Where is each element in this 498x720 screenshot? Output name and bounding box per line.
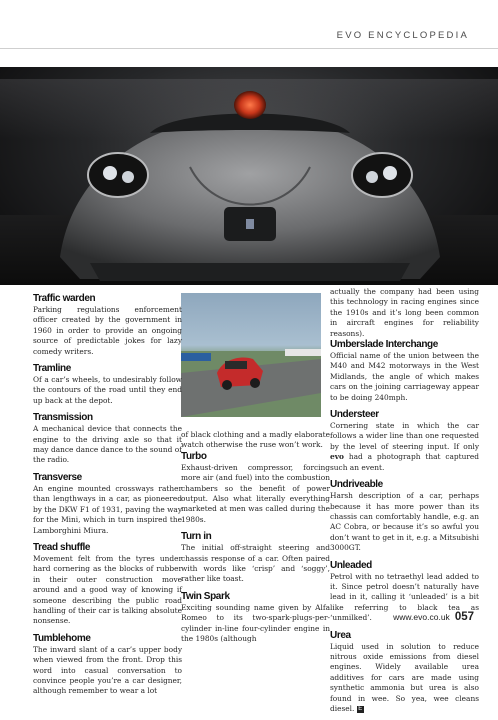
entry-undriveable: [330, 479, 479, 553]
entry-transverse: [33, 472, 182, 536]
entry-definition: [330, 642, 479, 715]
continued-text: of black clothing and a madly elaborate watch otherwise the ruse won’t work.: [181, 430, 330, 450]
entry-definition: An engine mounted crossways rather than lengthways in a car, as pioneered by the DKW F1 of 1931, paving the way for the Mini, which in turn inspired the Lamborghini Miura.: [33, 483, 182, 535]
entry-term: Umberslade Interchange: [330, 339, 438, 351]
entry-definition: A mechanical device that connects the engine to the driving axle so that it may dance dance dance to the sound of the radio.: [33, 424, 182, 465]
entry-understeer: [330, 409, 479, 473]
entry-term: Undriveable: [330, 479, 383, 491]
entry-term: Traffic warden: [33, 293, 96, 304]
entry-tread-shuffle: [33, 542, 182, 627]
entry-term: Transverse: [33, 471, 82, 483]
definition-text: Liquid used in solution to reduce nitrous oxide emissions from diesel engines. Widely available urea additives for cars are made using synthetic ammonia but urea is also found in wee. So yea, wee cleans diesel.: [330, 641, 479, 713]
entry-definition: Exciting sounding name given by Alfa Romeo to its two-spark-plugs-per-cylinder in-line four-cylinder engine in the 1980s (although: [181, 602, 330, 644]
definition-text: Cornering state in which the car follows a wider line than one requested by the level of steering input. If only: [330, 421, 479, 451]
entry-definition: Petrol with no tetraethyl lead added to it. Since petrol doesn’t naturally have lead in it, calling it ‘unleaded’ is a bit like referring to black tea as ‘unmilked’.: [330, 571, 479, 623]
footer-url: www.evo.co.uk: [393, 612, 450, 622]
page-number: 057: [454, 611, 474, 623]
entry-definition: Parking regulations enforcement officer created by the government in 1960 in order to provide an ongoing source of predictable jokes for lazy comedy writers.: [33, 305, 182, 356]
header-divider: [0, 48, 498, 49]
track-car-photo: [181, 293, 321, 417]
entry-term: Twin Spark: [181, 590, 230, 602]
entry-tramline: [33, 363, 182, 406]
evo-brand-mention: evo: [330, 452, 344, 462]
continued-text: actually the company had been using this technology in racing engines since the 1910s and it’s long been common in aircraft engines for reliability reasons).: [330, 287, 479, 338]
column-left: [33, 293, 182, 703]
entry-term: Urea: [330, 629, 351, 641]
entry-transmission: [33, 412, 182, 466]
hero-car-photo: [0, 67, 498, 285]
entry-twin-spark: [181, 591, 330, 645]
entry-definition: [330, 421, 479, 473]
entry-umberslade-interchange: [330, 339, 479, 403]
entry-definition: Harsh description of a car, perhaps because it has more power than its chassis can comfortably handle, e.g. an AC Cobra, or because it’s so awful you don’t want to get in it, e.g. a Mitsubishi 3000GT.: [330, 491, 479, 553]
entry-definition: The initial off-straight steering and chassis response of a car. Often paired with words like ‘crisp’ and ‘soggy’, rather like toast.: [181, 543, 330, 584]
sports-car-illustration: [0, 67, 498, 285]
definition-text: had a photograph that captured such an event.: [330, 452, 479, 472]
entry-turn-in: [181, 531, 330, 585]
entry-turbo: [181, 451, 330, 525]
entry-definition: Of a car’s wheels, to undesirably follow the contours of the road until they end up back at the depot.: [33, 375, 182, 405]
entry-traffic-warden: [33, 293, 182, 357]
entry-term: Tumblehome: [33, 632, 91, 644]
section-title: EVO ENCYCLOPEDIA: [336, 30, 469, 41]
entry-definition: Official name of the union between the M40 and M42 motorways in the West Midlands, the angle of which makes cars on the joining carriageway appear to be doing 240mph.: [330, 351, 479, 402]
entry-term: Understeer: [330, 409, 379, 421]
entry-term: Tread shuffle: [33, 541, 91, 553]
entry-tumblehome: [33, 633, 182, 697]
entry-term: Turbo: [181, 450, 207, 462]
entry-term: Transmission: [33, 412, 93, 424]
entry-term: Unleaded: [330, 559, 372, 571]
red-car-on-track: [181, 293, 321, 417]
entry-definition: The inward slant of a car’s upper body when viewed from the front. Drop this word into casual conversation to convince people you’re a car designer, although remember to wear a lot: [33, 644, 182, 696]
entry-term: Tramline: [33, 363, 71, 375]
column-right: [330, 287, 479, 720]
entry-term: Turn in: [181, 531, 212, 543]
entry-definition: Movement felt from the tyres under hard cornering as the blocks of rubber in their outer construction move around and a good way of knowing if someone describing the public road handling of their car is talking absolute nonsense.: [33, 553, 182, 626]
page-footer: [393, 611, 474, 623]
end-of-article-icon: E: [358, 705, 363, 712]
entry-urea: [330, 630, 479, 715]
entry-definition: Exhaust-driven compressor, forcing more air (and fuel) into the combustion chambers so the benefit of power output. Also what literally everything marketed at men was called during the 1980s.: [181, 462, 330, 524]
column-middle: [181, 430, 330, 651]
